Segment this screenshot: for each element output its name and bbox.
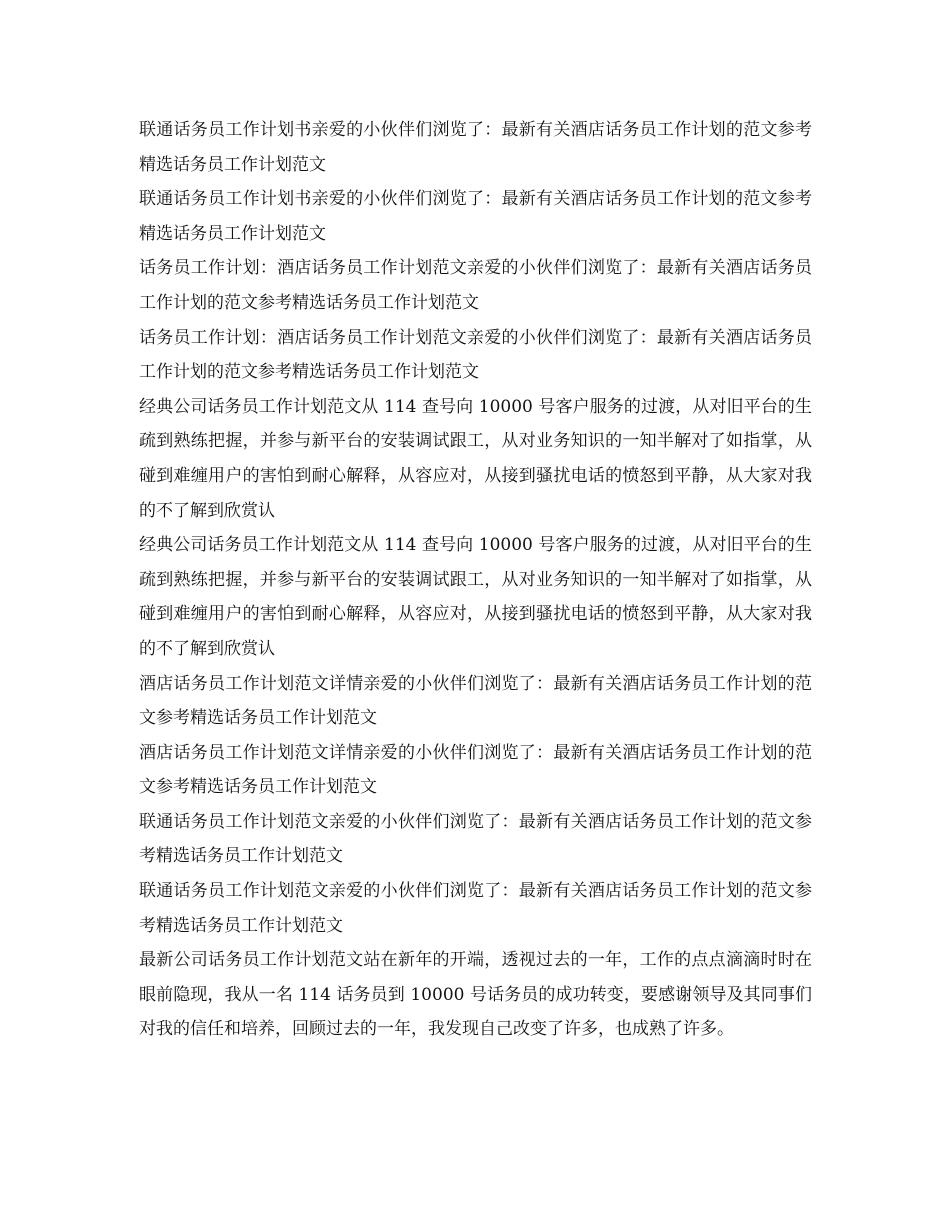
paragraph-10: 联通话务员工作计划范文亲爱的小伙伴们浏览了：最新有关酒店话务员工作计划的范文参考精选话务员工作计划范文 (139, 881, 812, 936)
paragraph-5: 经典公司话务员工作计划范文从 114 查号向 10000 号客户服务的过渡，从对旧平台的生疏到熟练把握，并参与新平台的安装调试跟工，从对业务知识的一知半解对了如指掌，从碰到难缠用户的害怕到耐心解释，从容应对，从接到骚扰电话的愤怒到平静，从大家对我的不了解到欣赏认 (139, 396, 812, 521)
document-body (139, 113, 812, 1047)
paragraph-7: 酒店话务员工作计划范文详情亲爱的小伙伴们浏览了：最新有关酒店话务员工作计划的范文参考精选话务员工作计划范文 (139, 673, 812, 729)
paragraph-8: 酒店话务员工作计划范文详情亲爱的小伙伴们浏览了：最新有关酒店话务员工作计划的范文参考精选话务员工作计划范文 (139, 742, 812, 798)
paragraph-1: 联通话务员工作计划书亲爱的小伙伴们浏览了：最新有关酒店话务员工作计划的范文参考精选话务员工作计划范文 (139, 120, 812, 175)
paragraph-2: 联通话务员工作计划书亲爱的小伙伴们浏览了：最新有关酒店话务员工作计划的范文参考精选话务员工作计划范文 (139, 189, 812, 244)
paragraph-4: 话务员工作计划：酒店话务员工作计划范文亲爱的小伙伴们浏览了：最新有关酒店话务员工作计划的范文参考精选话务员工作计划范文 (139, 327, 812, 383)
paragraph-6: 经典公司话务员工作计划范文从 114 查号向 10000 号客户服务的过渡，从对旧平台的生疏到熟练把握，并参与新平台的安装调试跟工，从对业务知识的一知半解对了如指掌，从碰到难缠用户的害怕到耐心解释，从容应对，从接到骚扰电话的愤怒到平静，从大家对我的不了解到欣赏认 (139, 535, 812, 659)
paragraph-3: 话务员工作计划：酒店话务员工作计划范文亲爱的小伙伴们浏览了：最新有关酒店话务员工作计划的范文参考精选话务员工作计划范文 (139, 258, 812, 313)
paragraph-11: 最新公司话务员工作计划范文站在新年的开端，透视过去的一年，工作的点点滴滴时时在眼前隐现，我从一名 114 话务员到 10000 号话务员的成功转变，要感谢领导及其同事们对我的信任和培养，回顾过去的一年，我发现自己改变了许多，也成熟了许多。 (139, 950, 812, 1040)
paragraph-9: 联通话务员工作计划范文亲爱的小伙伴们浏览了：最新有关酒店话务员工作计划的范文参考精选话务员工作计划范文 (139, 811, 812, 867)
